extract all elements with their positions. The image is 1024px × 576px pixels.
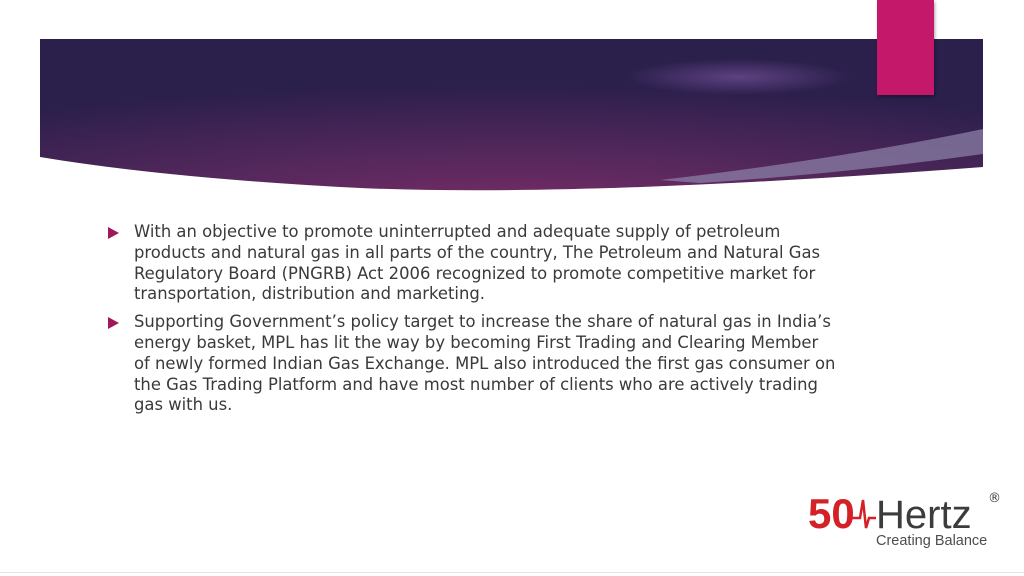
bullet-item [108, 312, 838, 416]
header-banner [40, 39, 983, 191]
bullet-text: Supporting Government’s policy target to increase the share of natural gas in India’s energy basket, MPL has lit the way by becoming First Trading and Clearing Member of newly formed Indian Gas Exchange. MPL also introduced the first gas consumer on the Gas Trading Platform and have most number of clients who are actively trading gas with us. [134, 312, 836, 415]
bullet-list [108, 222, 838, 423]
accent-tab [877, 0, 934, 95]
triangle-bullet-icon [108, 317, 119, 329]
logo-tagline: Creating Balance [876, 533, 988, 549]
company-logo [808, 486, 1004, 552]
bullet-item [108, 222, 838, 305]
logo-word: Hertz [876, 493, 972, 536]
bottom-divider [0, 572, 1024, 573]
heartbeat-icon [852, 500, 876, 528]
triangle-bullet-icon [108, 227, 119, 239]
registered-mark: ® [988, 491, 1001, 506]
bullet-text: With an objective to promote uninterrupted and adequate supply of petroleum products and natural gas in all parts of the country, The Petroleum and Natural Gas Regulatory Board (PNGRB) Act 2006 recognized to promote competitive market for transportation, distribution and marketing. [134, 222, 821, 304]
logo-number: 50 [808, 490, 855, 536]
